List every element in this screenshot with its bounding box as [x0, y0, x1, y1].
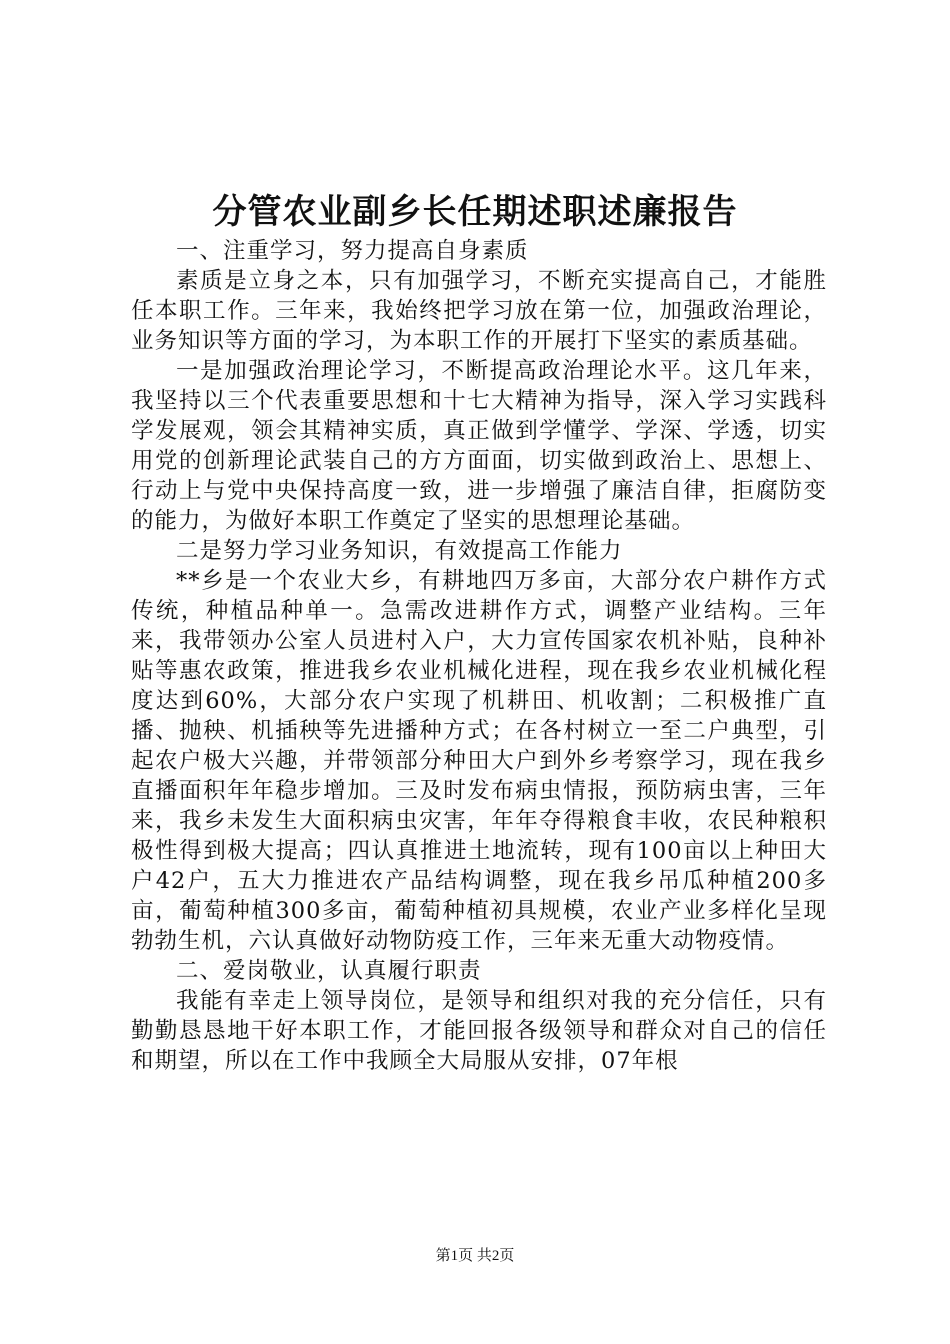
document-title: 分管农业副乡长任期述职述廉报告	[212, 192, 738, 232]
paragraph: **乡是一个农业大乡，有耕地四万多亩，大部分农户耕作方式传统，种植品种单一。急需改进耕作方式，调整产业结构。三年来，我带领办公室人员进村入户，大力宣传国家农机补贴，良种补贴等惠农政策，推进我乡农业机械化进程，现在我乡农业机械化程度达到60%，大部分农户实现了机耕田、机收割；二积极推广直播、抛秧、机插秧等先进播种方式；在各村树立一至二户典型，引起农户极大兴趣，并带领部分种田大户到外乡考察学习，现在我乡直播面积年年稳步增加。三及时发布病虫情报，预防病虫害，三年来，我乡未发生大面积病虫灾害，年年夺得粮食丰收，农民种粮积极性得到极大提高；四认真推进土地流转，现有100亩以上种田大户42户，五大力推进农产品结构调整，现在我乡吊瓜种植200多亩，葡萄种植300多亩，葡萄种植初具规模，农业产业多样化呈现勃勃生机，六认真做好动物防疫工作，三年来无重大动物疫情。	[131, 568, 827, 954]
paragraph: 素质是立身之本，只有加强学习，不断充实提高自己，才能胜任本职工作。三年来，我始终把学习放在第一位，加强政治理论，业务知识等方面的学习，为本职工作的开展打下坚实的素质基础。	[131, 268, 827, 354]
section-heading-1: 一、注重学习，努力提高自身素质	[176, 238, 529, 264]
subheading: 二是努力学习业务知识，有效提高工作能力	[176, 538, 623, 564]
section-heading-2: 二、爱岗敬业，认真履行职责	[176, 958, 482, 984]
paragraph: 我能有幸走上领导岗位，是领导和组织对我的充分信任，只有勤勤恳恳地干好本职工作，才能回报各级领导和群众对自己的信任和期望，所以在工作中我顾全大局服从安排，07年根	[131, 988, 827, 1074]
page-footer: 第1页 共2页	[435, 1248, 515, 1264]
document-body	[131, 236, 827, 1076]
paragraph: 一是加强政治理论学习，不断提高政治理论水平。这几年来，我坚持以三个代表重要思想和十七大精神为指导，深入学习实践科学发展观，领会其精神实质，真正做到学懂学、学深、学透，切实用党的创新理论武装自己的方方面面，切实做到政治上、思想上、行动上与党中央保持高度一致，进一步增强了廉洁自律，拒腐防变的能力，为做好本职工作奠定了坚实的思想理论基础。	[131, 358, 827, 534]
